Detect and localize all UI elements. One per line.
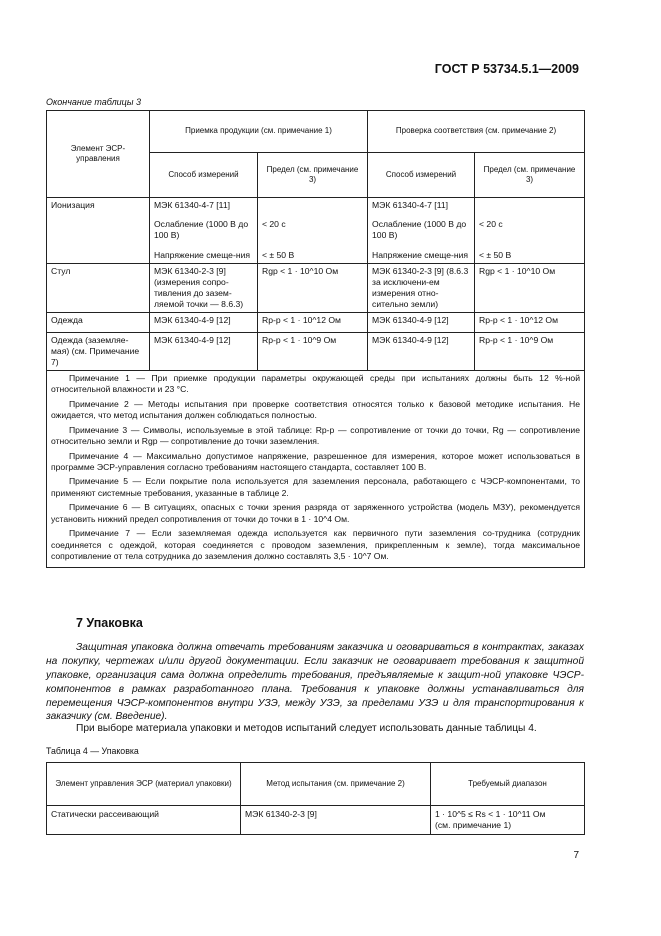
cell-limit	[475, 198, 585, 214]
standard-header: ГОСТ Р 53734.5.1—2009	[434, 62, 579, 76]
t4-cell-method: МЭК 61340-2-3 [9]	[241, 806, 431, 835]
t4-th-method: Метод испытания (см. примечание 2)	[241, 763, 431, 806]
paragraph-text: Защитная упаковка должна отвечать требованиям заказчика и оговариваться в контрактах, заказах на покупку, чертежах и/или другой документации. Если заказчик не оговаривает требования к защитной упаковке, организация сама должна определить требования, предъявляемые к защит-ной упаковке ЧЭСР-компонентов в рамках разработанного плана. Требования к упаковке должны устанавливаться для перемещения ЧЭСР-компонентов внутри УЗЭ, между УЗЭ, за пределами УЗЭ и для транспортирования к заказчику (см. Введение).	[46, 642, 584, 723]
cell-method: Напряжение смеще-ния	[150, 244, 258, 264]
th-limit-2: Предел (см. примечание 3)	[475, 153, 585, 198]
cell-method: МЭК 61340-4-7 [11]	[368, 198, 475, 214]
th-limit-1: Предел (см. примечание 3)	[258, 153, 368, 198]
cell-limit	[258, 198, 368, 214]
section-paragraph-1	[46, 641, 584, 724]
t4-range-note: (см. примечание 1)	[435, 820, 512, 831]
cell-method: МЭК 61340-2-3 [9] (измерения сопро-тивления до зазем-ляемой точки — 8.6.3)	[150, 263, 258, 313]
row-element: Одежда	[47, 313, 150, 332]
note-7: Примечание 7 — Если заземляемая одежда используется как первичного пути заземления со-трудника (сотрудник соединяется с одеждой, которая соединяется с проводом заземления, прикрепленным к земле), тогда максимальное сопротивление от тела сотрудника до заземления должно составлять 3,5 · 10^7 Ом.	[51, 528, 581, 561]
cell-method: МЭК 61340-4-9 [12]	[150, 313, 258, 332]
note-4: Примечание 4 — Максимально допустимое напряжение, разрешенное для измерения, которое может использоваться в программе ЭСР-управления согласно требованиям настоящего стандарта, составляет 100 В.	[51, 450, 581, 473]
row-element: Ионизация	[47, 198, 150, 264]
note-3: Примечание 3 — Символы, используемые в этой таблице: Rp-p — сопротивление от точки до точки, Rg — сопротивление относительно земли и Rgp — сопротивление до точки заземления.	[51, 424, 581, 447]
row-element: Одежда (заземляе-мая) (см. Примечание 7)	[47, 332, 150, 371]
t4-cell-range	[431, 806, 585, 835]
t4-th-element: Элемент управления ЭСР (материал упаковки)	[47, 763, 241, 806]
t4-th-range: Требуемый диапазон	[431, 763, 585, 806]
cell-limit: < 20 с	[475, 213, 585, 243]
th-acceptance: Приемка продукции (см. примечание 1)	[150, 111, 368, 153]
section-paragraph-2	[46, 722, 584, 736]
th-method-1: Способ измерений	[150, 153, 258, 198]
cell-method: МЭК 61340-4-9 [12]	[368, 332, 475, 371]
table4-caption: Таблица 4 — Упаковка	[46, 746, 139, 756]
cell-method: МЭК 61340-4-9 [12]	[368, 313, 475, 332]
t4-range-value: 1 · 10^5 ≤ Rs < 1 · 10^11 Ом	[435, 809, 546, 819]
cell-limit: < 20 с	[258, 213, 368, 243]
note-6: Примечание 6 — В ситуациях, опасных с точки зрения разряда от заряженного устройства (модель МЗУ), рекомендуется установить нижний предел сопротивления от точки до точки в 1 · 10^4 Ом.	[51, 502, 581, 524]
th-method-2: Способ измерений	[368, 153, 475, 198]
cell-limit: Rp-p < 1 · 10^12 Ом	[258, 313, 368, 332]
table3-caption: Окончание таблицы 3	[46, 97, 141, 107]
table3-notes	[47, 371, 585, 568]
cell-limit: Rgp < 1 · 10^10 Ом	[258, 263, 368, 313]
cell-limit: Rp-p < 1 · 10^9 Ом	[475, 332, 585, 371]
table3	[46, 110, 585, 568]
cell-method: Напряжение смеще-ния	[368, 244, 475, 264]
section-title: 7 Упаковка	[76, 616, 143, 630]
note-5: Примечание 5 — Если покрытие пола используется для заземления персонала, работающего с ЧЭСР-компонентами, то применяют системные требования, указанные в таблице 2.	[51, 476, 581, 498]
cell-limit: Rgp < 1 · 10^10 Ом	[475, 263, 585, 313]
cell-method: Ослабление (1000 В до 100 В)	[368, 213, 475, 243]
cell-limit: Rp-p < 1 · 10^9 Ом	[258, 332, 368, 371]
row-element: Стул	[47, 263, 150, 313]
cell-method: МЭК 61340-4-9 [12]	[150, 332, 258, 371]
cell-method: Ослабление (1000 В до 100 В)	[150, 213, 258, 243]
cell-limit: < ± 50 В	[258, 244, 368, 264]
cell-limit: < ± 50 В	[475, 244, 585, 264]
cell-method: МЭК 61340-2-3 [9] (8.6.3 за исключени-ем измерения отно-сительно земли)	[368, 263, 475, 313]
cell-method: МЭК 61340-4-7 [11]	[150, 198, 258, 214]
page-number: 7	[573, 850, 579, 861]
paragraph-text: При выборе материала упаковки и методов испытаний следует использовать данные таблицы 4.	[76, 723, 537, 734]
note-2: Примечание 2 — Методы испытания при проверке соответствия относятся только к базовой методике испытания. Не ожидается, что метод испытания должен соблюдаться полностью.	[51, 398, 581, 421]
note-1: Примечание 1 — При приемке продукции параметры окружающей среды при испытаниях должны быть 12 %-ной относительной влажности и 23 °С.	[51, 373, 581, 395]
th-compliance: Проверка соответствия (см. примечание 2)	[368, 111, 585, 153]
cell-limit: Rp-p < 1 · 10^12 Ом	[475, 313, 585, 332]
t4-cell-element: Статически рассеивающий	[47, 806, 241, 835]
th-element: Элемент ЭСР-управления	[47, 111, 150, 198]
table4	[46, 762, 585, 835]
